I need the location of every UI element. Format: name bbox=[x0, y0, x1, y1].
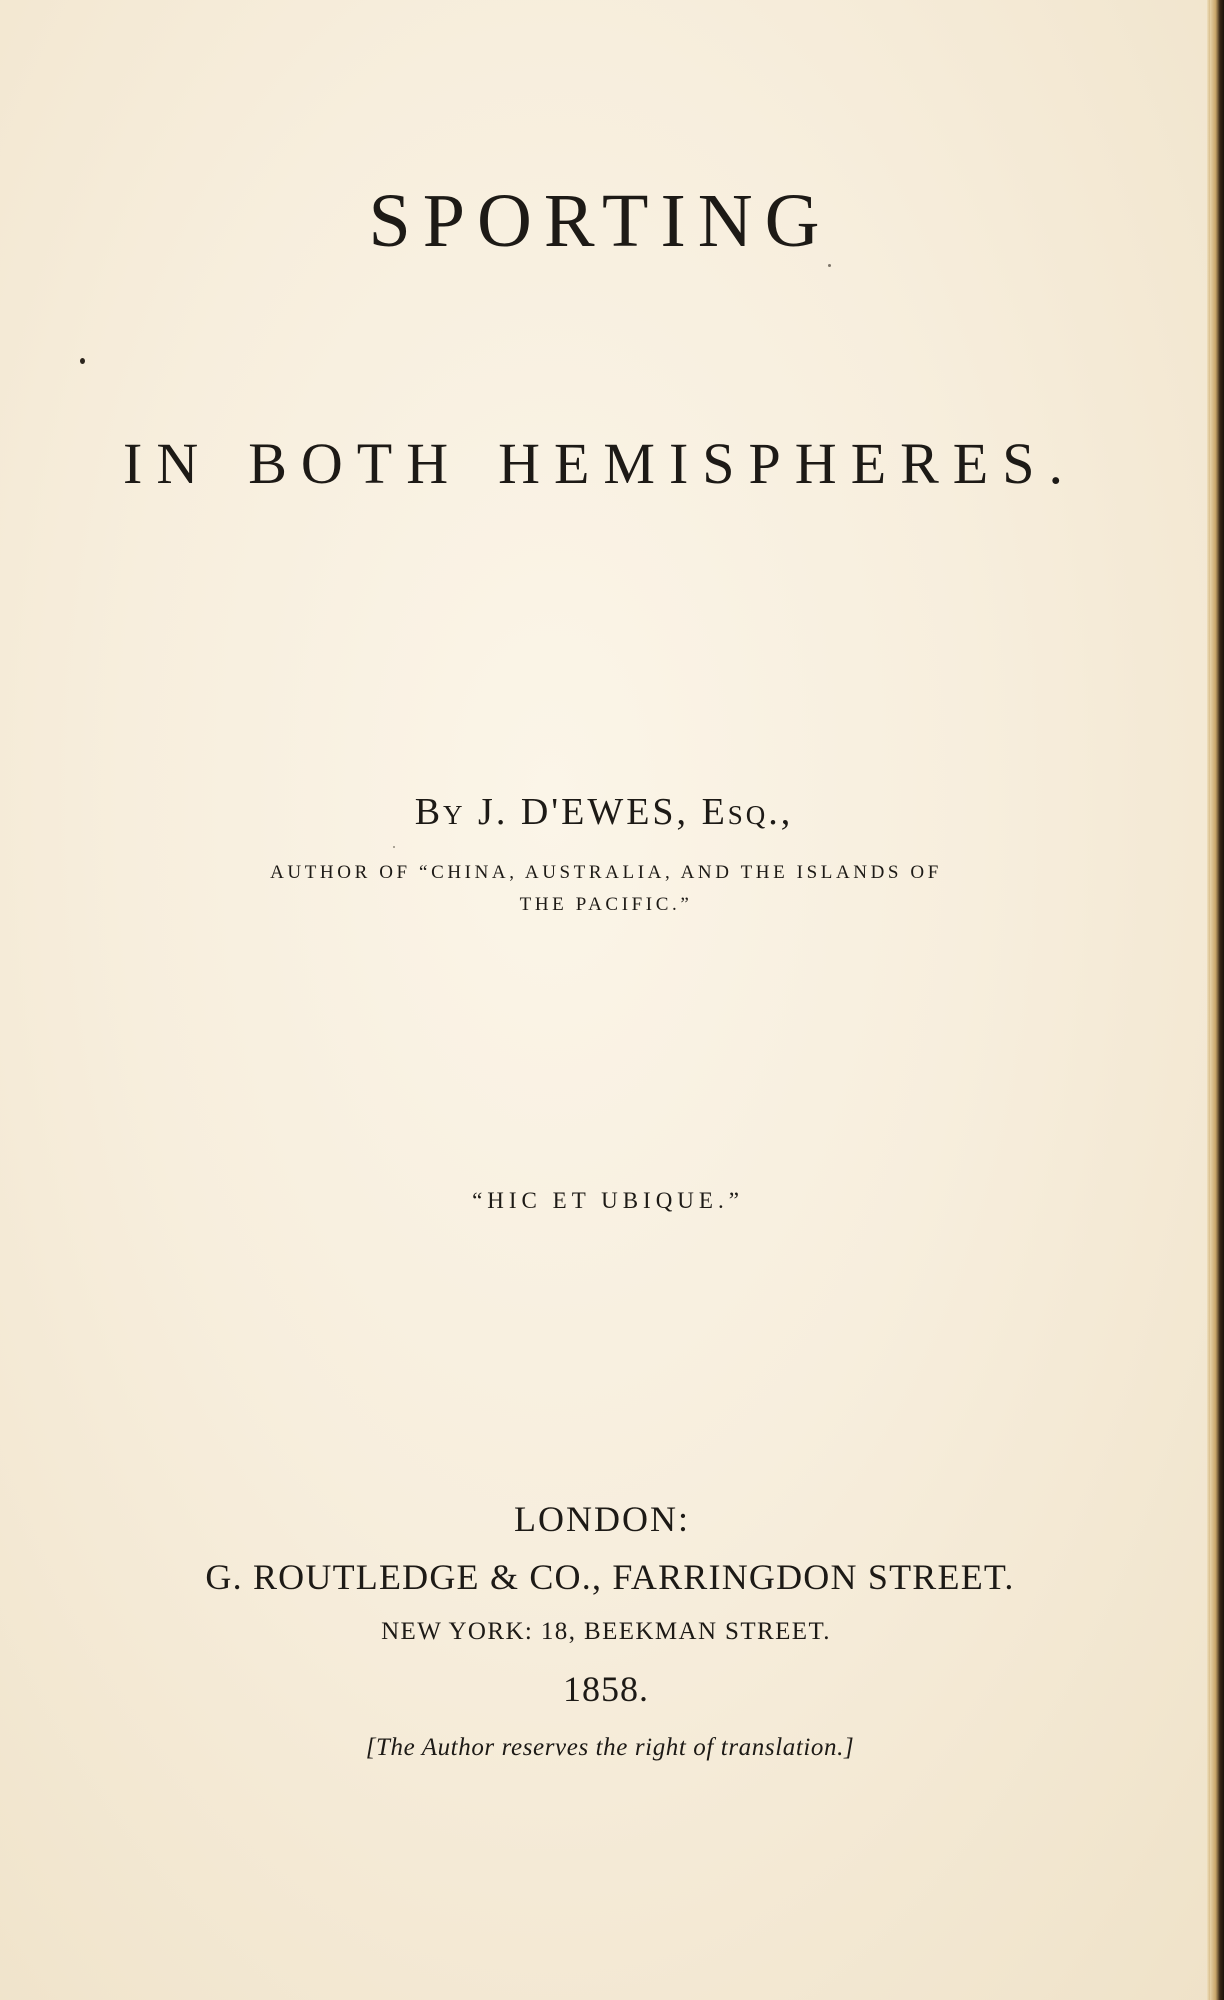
imprint-new-york: NEW YORK: 18, BEEKMAN STREET. bbox=[381, 1618, 831, 1645]
rights-notice: [The Author reserves the right of translation.] bbox=[365, 1734, 855, 1761]
imprint-place: LONDON: bbox=[514, 1499, 690, 1539]
paper-speck bbox=[393, 846, 395, 848]
imprint-year: 1858. bbox=[563, 1669, 649, 1709]
author-line bbox=[0, 790, 1216, 834]
author-suffix: Esq., bbox=[701, 791, 794, 833]
author-credit-line-2: THE PACIFIC.” bbox=[519, 894, 693, 915]
author-by: By bbox=[414, 791, 466, 833]
subtitle-word-hemispheres: HEMISPHERES. bbox=[498, 431, 1077, 496]
subtitle-word-both: BOTH bbox=[248, 431, 463, 496]
paper-speck bbox=[828, 264, 831, 267]
author-credit-line-1: AUTHOR OF “CHINA, AUSTRALIA, AND THE ISLANDS OF bbox=[270, 862, 942, 883]
imprint-publisher: G. ROUTLEDGE & CO., FARRINGDON STREET. bbox=[205, 1557, 1015, 1597]
book-title: SPORTING bbox=[368, 179, 832, 263]
motto: “HIC ET UBIQUE.” bbox=[472, 1188, 744, 1213]
book-subtitle bbox=[0, 430, 1212, 497]
author-name: J. D'EWES, bbox=[478, 791, 690, 833]
subtitle-word-in: IN bbox=[123, 431, 213, 496]
paper-speck bbox=[80, 358, 85, 364]
